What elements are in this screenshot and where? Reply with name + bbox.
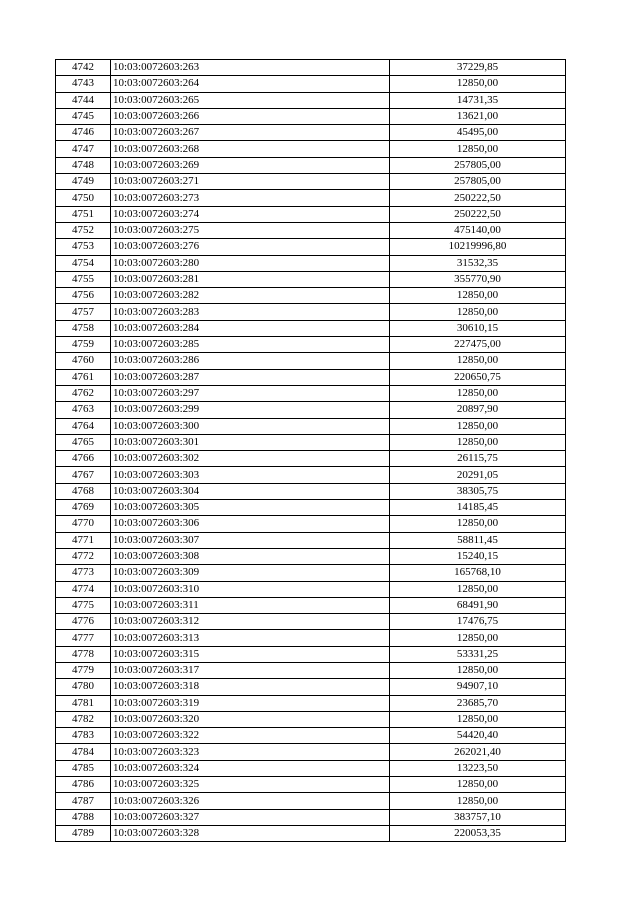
value-cell: 165768,10 <box>390 565 566 581</box>
cadastral-number-cell: 10:03:0072603:281 <box>111 271 390 287</box>
value-cell: 53331,25 <box>390 646 566 662</box>
table-row <box>56 548 566 564</box>
table-row <box>56 174 566 190</box>
table-row <box>56 532 566 548</box>
table-row <box>56 108 566 124</box>
value-cell: 250222,50 <box>390 206 566 222</box>
value-cell: 17476,75 <box>390 614 566 630</box>
cadastral-number-cell: 10:03:0072603:274 <box>111 206 390 222</box>
value-cell: 12850,00 <box>390 662 566 678</box>
value-cell: 12850,00 <box>390 630 566 646</box>
row-number-cell: 4746 <box>56 125 111 141</box>
table-row <box>56 402 566 418</box>
row-number-cell: 4749 <box>56 174 111 190</box>
value-cell: 12850,00 <box>390 385 566 401</box>
table-row <box>56 222 566 238</box>
row-number-cell: 4756 <box>56 288 111 304</box>
table-row <box>56 646 566 662</box>
row-number-cell: 4759 <box>56 337 111 353</box>
table-row <box>56 304 566 320</box>
cadastral-number-cell: 10:03:0072603:327 <box>111 809 390 825</box>
value-cell: 12850,00 <box>390 353 566 369</box>
value-cell: 68491,90 <box>390 597 566 613</box>
row-number-cell: 4748 <box>56 157 111 173</box>
row-number-cell: 4787 <box>56 793 111 809</box>
value-cell: 94907,10 <box>390 679 566 695</box>
row-number-cell: 4784 <box>56 744 111 760</box>
value-cell: 30610,15 <box>390 320 566 336</box>
table-row <box>56 744 566 760</box>
cadastral-number-cell: 10:03:0072603:275 <box>111 222 390 238</box>
value-cell: 12850,00 <box>390 418 566 434</box>
value-cell: 227475,00 <box>390 337 566 353</box>
value-cell: 31532,35 <box>390 255 566 271</box>
row-number-cell: 4750 <box>56 190 111 206</box>
row-number-cell: 4785 <box>56 760 111 776</box>
table-row <box>56 565 566 581</box>
row-number-cell: 4778 <box>56 646 111 662</box>
value-cell: 383757,10 <box>390 809 566 825</box>
cadastral-number-cell: 10:03:0072603:285 <box>111 337 390 353</box>
cadastral-number-cell: 10:03:0072603:264 <box>111 76 390 92</box>
table-row <box>56 825 566 841</box>
row-number-cell: 4745 <box>56 108 111 124</box>
table-row <box>56 711 566 727</box>
row-number-cell: 4772 <box>56 548 111 564</box>
row-number-cell: 4783 <box>56 728 111 744</box>
cadastral-number-cell: 10:03:0072603:282 <box>111 288 390 304</box>
table-row <box>56 320 566 336</box>
row-number-cell: 4781 <box>56 695 111 711</box>
cadastral-number-cell: 10:03:0072603:326 <box>111 793 390 809</box>
table-row <box>56 695 566 711</box>
value-cell: 12850,00 <box>390 711 566 727</box>
row-number-cell: 4747 <box>56 141 111 157</box>
value-cell: 12850,00 <box>390 516 566 532</box>
table-row <box>56 385 566 401</box>
table-row <box>56 76 566 92</box>
table-row <box>56 809 566 825</box>
cadastral-number-cell: 10:03:0072603:307 <box>111 532 390 548</box>
value-cell: 12850,00 <box>390 581 566 597</box>
row-number-cell: 4769 <box>56 500 111 516</box>
cadastral-number-cell: 10:03:0072603:319 <box>111 695 390 711</box>
cadastral-number-cell: 10:03:0072603:276 <box>111 239 390 255</box>
value-cell: 220053,35 <box>390 825 566 841</box>
value-cell: 12850,00 <box>390 141 566 157</box>
row-number-cell: 4775 <box>56 597 111 613</box>
value-cell: 257805,00 <box>390 174 566 190</box>
table-body <box>56 60 566 842</box>
table-row <box>56 451 566 467</box>
table-row <box>56 777 566 793</box>
table-row <box>56 760 566 776</box>
row-number-cell: 4742 <box>56 60 111 76</box>
cadastral-number-cell: 10:03:0072603:318 <box>111 679 390 695</box>
table-row <box>56 500 566 516</box>
value-cell: 45495,00 <box>390 125 566 141</box>
cadastral-number-cell: 10:03:0072603:306 <box>111 516 390 532</box>
cadastral-number-cell: 10:03:0072603:310 <box>111 581 390 597</box>
table-row <box>56 418 566 434</box>
value-cell: 12850,00 <box>390 288 566 304</box>
table-row <box>56 337 566 353</box>
value-cell: 12850,00 <box>390 777 566 793</box>
value-cell: 23685,70 <box>390 695 566 711</box>
table-row <box>56 239 566 255</box>
table-row <box>56 434 566 450</box>
cadastral-number-cell: 10:03:0072603:312 <box>111 614 390 630</box>
row-number-cell: 4760 <box>56 353 111 369</box>
row-number-cell: 4762 <box>56 385 111 401</box>
row-number-cell: 4764 <box>56 418 111 434</box>
value-cell: 12850,00 <box>390 304 566 320</box>
cadastral-number-cell: 10:03:0072603:299 <box>111 402 390 418</box>
value-cell: 13223,50 <box>390 760 566 776</box>
table-row <box>56 614 566 630</box>
row-number-cell: 4777 <box>56 630 111 646</box>
row-number-cell: 4744 <box>56 92 111 108</box>
row-number-cell: 4751 <box>56 206 111 222</box>
value-cell: 262021,40 <box>390 744 566 760</box>
row-number-cell: 4753 <box>56 239 111 255</box>
cadastral-number-cell: 10:03:0072603:286 <box>111 353 390 369</box>
cadastral-number-cell: 10:03:0072603:301 <box>111 434 390 450</box>
cadastral-number-cell: 10:03:0072603:300 <box>111 418 390 434</box>
row-number-cell: 4743 <box>56 76 111 92</box>
row-number-cell: 4780 <box>56 679 111 695</box>
table-row <box>56 793 566 809</box>
cadastral-number-cell: 10:03:0072603:263 <box>111 60 390 76</box>
row-number-cell: 4766 <box>56 451 111 467</box>
cadastral-number-cell: 10:03:0072603:309 <box>111 565 390 581</box>
row-number-cell: 4774 <box>56 581 111 597</box>
cadastral-number-cell: 10:03:0072603:320 <box>111 711 390 727</box>
value-cell: 13621,00 <box>390 108 566 124</box>
cadastral-number-cell: 10:03:0072603:305 <box>111 500 390 516</box>
value-cell: 257805,00 <box>390 157 566 173</box>
table-row <box>56 516 566 532</box>
cadastral-number-cell: 10:03:0072603:297 <box>111 385 390 401</box>
row-number-cell: 4771 <box>56 532 111 548</box>
value-cell: 12850,00 <box>390 76 566 92</box>
row-number-cell: 4786 <box>56 777 111 793</box>
table-row <box>56 630 566 646</box>
row-number-cell: 4765 <box>56 434 111 450</box>
row-number-cell: 4773 <box>56 565 111 581</box>
row-number-cell: 4768 <box>56 483 111 499</box>
value-cell: 14731,35 <box>390 92 566 108</box>
cadastral-number-cell: 10:03:0072603:303 <box>111 467 390 483</box>
cadastral-number-cell: 10:03:0072603:328 <box>111 825 390 841</box>
row-number-cell: 4754 <box>56 255 111 271</box>
table-row <box>56 288 566 304</box>
value-cell: 10219996,80 <box>390 239 566 255</box>
table-row <box>56 157 566 173</box>
table-row <box>56 597 566 613</box>
row-number-cell: 4782 <box>56 711 111 727</box>
table-row <box>56 728 566 744</box>
row-number-cell: 4752 <box>56 222 111 238</box>
value-cell: 26115,75 <box>390 451 566 467</box>
value-cell: 38305,75 <box>390 483 566 499</box>
table-row <box>56 581 566 597</box>
value-cell: 475140,00 <box>390 222 566 238</box>
cadastral-number-cell: 10:03:0072603:283 <box>111 304 390 320</box>
value-cell: 20897,90 <box>390 402 566 418</box>
value-cell: 58811,45 <box>390 532 566 548</box>
table-row <box>56 662 566 678</box>
row-number-cell: 4770 <box>56 516 111 532</box>
row-number-cell: 4767 <box>56 467 111 483</box>
table-row <box>56 467 566 483</box>
cadastral-number-cell: 10:03:0072603:313 <box>111 630 390 646</box>
cadastral-number-cell: 10:03:0072603:322 <box>111 728 390 744</box>
row-number-cell: 4789 <box>56 825 111 841</box>
value-cell: 355770,90 <box>390 271 566 287</box>
cadastral-number-cell: 10:03:0072603:268 <box>111 141 390 157</box>
row-number-cell: 4776 <box>56 614 111 630</box>
value-cell: 14185,45 <box>390 500 566 516</box>
value-cell: 250222,50 <box>390 190 566 206</box>
table-row <box>56 141 566 157</box>
table-row <box>56 369 566 385</box>
cadastral-number-cell: 10:03:0072603:324 <box>111 760 390 776</box>
value-cell: 20291,05 <box>390 467 566 483</box>
row-number-cell: 4755 <box>56 271 111 287</box>
value-cell: 12850,00 <box>390 793 566 809</box>
row-number-cell: 4761 <box>56 369 111 385</box>
value-cell: 54420,40 <box>390 728 566 744</box>
table-row <box>56 353 566 369</box>
cadastral-number-cell: 10:03:0072603:287 <box>111 369 390 385</box>
cadastral-number-cell: 10:03:0072603:302 <box>111 451 390 467</box>
row-number-cell: 4788 <box>56 809 111 825</box>
cadastral-number-cell: 10:03:0072603:267 <box>111 125 390 141</box>
cadastral-number-cell: 10:03:0072603:284 <box>111 320 390 336</box>
cadastral-number-cell: 10:03:0072603:280 <box>111 255 390 271</box>
table-row <box>56 206 566 222</box>
cadastral-number-cell: 10:03:0072603:269 <box>111 157 390 173</box>
table-row <box>56 483 566 499</box>
row-number-cell: 4758 <box>56 320 111 336</box>
cadastral-number-cell: 10:03:0072603:273 <box>111 190 390 206</box>
table-row <box>56 255 566 271</box>
table-row <box>56 125 566 141</box>
table-row <box>56 679 566 695</box>
cadastral-number-cell: 10:03:0072603:317 <box>111 662 390 678</box>
cadastral-number-cell: 10:03:0072603:304 <box>111 483 390 499</box>
value-cell: 12850,00 <box>390 434 566 450</box>
row-number-cell: 4779 <box>56 662 111 678</box>
value-cell: 15240,15 <box>390 548 566 564</box>
cadastral-number-cell: 10:03:0072603:323 <box>111 744 390 760</box>
value-cell: 220650,75 <box>390 369 566 385</box>
cadastral-values-table <box>55 59 566 842</box>
table-row <box>56 92 566 108</box>
table-row <box>56 190 566 206</box>
row-number-cell: 4763 <box>56 402 111 418</box>
cadastral-number-cell: 10:03:0072603:265 <box>111 92 390 108</box>
table-row <box>56 60 566 76</box>
cadastral-number-cell: 10:03:0072603:266 <box>111 108 390 124</box>
cadastral-number-cell: 10:03:0072603:315 <box>111 646 390 662</box>
value-cell: 37229,85 <box>390 60 566 76</box>
cadastral-number-cell: 10:03:0072603:308 <box>111 548 390 564</box>
cadastral-number-cell: 10:03:0072603:311 <box>111 597 390 613</box>
table-row <box>56 271 566 287</box>
row-number-cell: 4757 <box>56 304 111 320</box>
cadastral-number-cell: 10:03:0072603:325 <box>111 777 390 793</box>
cadastral-number-cell: 10:03:0072603:271 <box>111 174 390 190</box>
